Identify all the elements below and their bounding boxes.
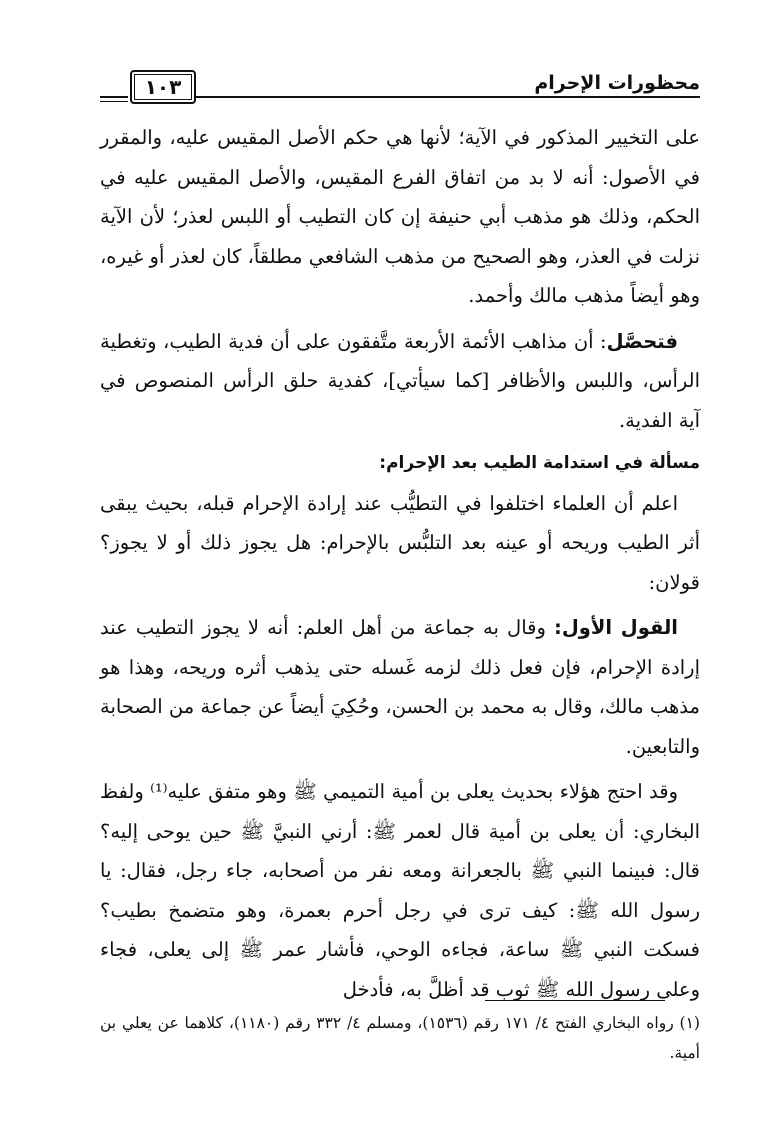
page-header <box>100 68 700 104</box>
page-number: ١٠٣ <box>130 70 196 104</box>
header-rule-left <box>100 96 128 98</box>
paragraph-1: على التخيير المذكور في الآية؛ لأنها هي حكم الأصل المقيس عليه، والمقرر في الأصول: أنه لا بد من اتفاق الفرع المقيس، والأصل المقيس عليه في الحكم، وذلك هو مذهب أبي حنيفة إن كان التطيب أو اللبس لعذر؛ لأن الآية نزلت في العذر، وهو الصحيح من مذهب الشافعي مطلقاً، كان لعذر أو غيره، وهو أيضاً مذهب مالك وأحمد. <box>100 126 700 307</box>
header-rule <box>192 96 700 98</box>
paragraph-5: وقد احتج هؤلاء بحديث يعلى بن أمية التميمي ﷺ وهو متفق عليه⁽¹⁾ ولفظ البخاري: أن يعلى بن أمية قال لعمر ﷺ: أرني النبيَّ ﷺ حين يوحى إليه؟ قال: فبينما النبي ﷺ بالجعرانة ومعه نفر من أصحابه، جاء رجل، فقال: يا رسول الله ﷺ: كيف ترى في رجل أحرم بعمرة، وهو متضمخ بطيب؟ فسكت النبي ﷺ ساعة، فجاءه الوحي، فأشار عمر ﷺ إلى يعلى، فجاء وعلى رسول الله ﷺ ثوب قد أظلَّ به، فأدخل <box>100 780 700 1001</box>
paragraph-2 <box>100 322 700 441</box>
paragraph-4-text: وقال به جماعة من أهل العلم: أنه لا يجوز التطيب عند إرادة الإحرام، فإن فعل ذلك لزمه غَسله حتى يذهب أثره وريحه، وهذا هو مذهب مالك، وقال به محمد بن الحسن، وحُكِيَ أيضاً عن جماعة من الصحابة والتابعين. <box>100 616 700 758</box>
header-rule-left-thin <box>100 101 128 102</box>
running-title: محظورات الإحرام <box>534 72 700 94</box>
paragraph-4-lead: القول الأول: <box>554 616 678 639</box>
section-heading: مسألة في استدامة الطيب بعد الإحرام: <box>379 453 700 473</box>
footnotes <box>100 1008 700 1068</box>
paragraph-2-text: : أن مذاهب الأئمة الأربعة متَّفقون على أن فدية الطيب، وتغطية الرأس، واللبس والأظافر [كما سيأتي]، كفدية حلق الرأس المنصوص في آية الفدية. <box>100 329 700 432</box>
paragraph-3: اعلم أن العلماء اختلفوا في التطيُّب عند إرادة الإحرام قبله، بحيث يبقى أثر الطيب وريحه أو عينه بعد التلبُّس بالإحرام: هل يجوز ذلك أو لا يجوز؟ قولان: <box>100 491 700 594</box>
paragraph-2-lead: فتحصَّل <box>606 329 678 353</box>
paragraph-4 <box>100 608 700 766</box>
footnote-rule <box>485 1000 665 1001</box>
footnote-1: (١) رواه البخاري الفتح ٤/ ١٧١ رقم (١٥٣٦)، ومسلم ٤/ ٣٣٢ رقم (١١٨٠)، كلاهما عن يعلي بن أمية. <box>100 1014 700 1062</box>
body-text <box>100 118 700 1009</box>
